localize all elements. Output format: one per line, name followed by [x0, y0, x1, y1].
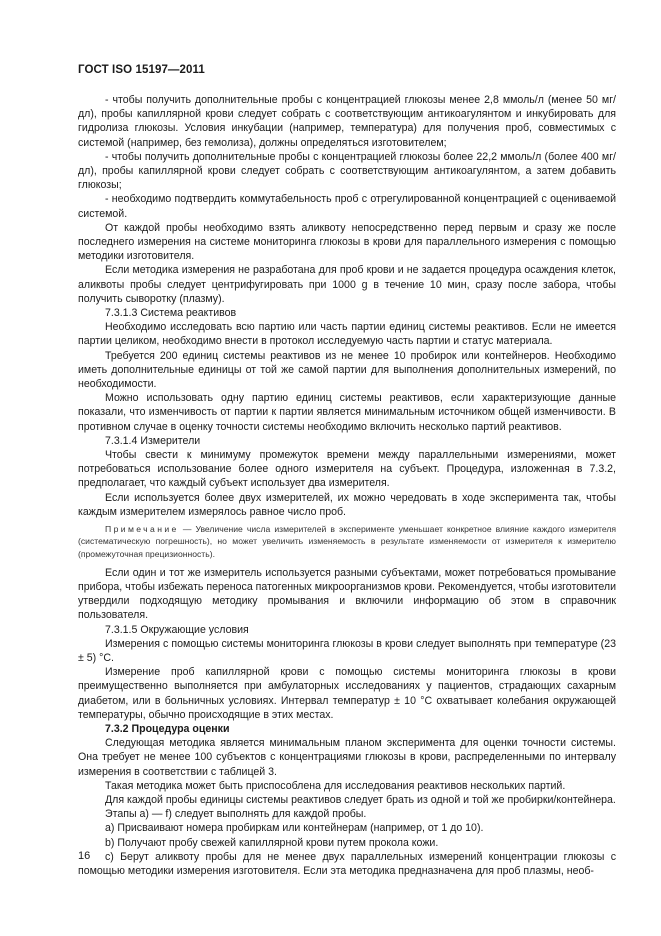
note: [78, 523, 616, 560]
paragraph: От каждой пробы необходимо взять аликвоту непосредственно перед первым и сразу же после последнего измерения на системе мониторинга глюкозы в крови для параллельного измерения с помощью методики изготовителя.: [78, 221, 616, 263]
note-text: — Увеличение числа измерителей в эксперименте уменьшает конкретное влияние каждого измерителя (систематическую погрешность), но может увеличить изменяемость в результате изменяемости от измерителя к измерителю (промежуточная прецизионность).: [78, 524, 616, 559]
paragraph: Чтобы свести к минимуму промежуток времени между параллельными измерениями, может потребоваться использование более одного измерителя на субъект. Процедура, изложенная в 7.3.2, предполагает, что каждый субъект использует два измерителя.: [78, 449, 616, 490]
paragraph: - чтобы получить дополнительные пробы с концентрацией глюкозы более 22,2 ммоль/л (более 400 мг/дл), пробы капиллярной крови следует собрать с соответствующим антикоагулянтом, а затем добавить глюкозы;: [78, 150, 616, 192]
paragraph: Следующая методика является минимальным планом эксперимента для оценки точности системы. Она требует не менее 100 субъектов с концентрациями глюкозы в крови, распределенными по интервалу измерения в соответствии с таблицей 3.: [78, 737, 616, 778]
page-number: 16: [78, 850, 91, 862]
paragraph: Этапы а) — f) следует выполнять для каждой пробы.: [105, 808, 367, 821]
paragraph: Измерение проб капиллярной крови с помощью системы мониторинга глюкозы в крови преимущественно выполняется при амбулаторных исследованиях у пациентов, страдающих сахарным диабетом, или в больничных условиях. Интервал температур ± 10 °С охватывает колебания окружающей температуры, обычно происходящие в этих местах.: [78, 666, 616, 721]
paragraph: Такая методика может быть приспособлена для исследования реактивов нескольких партий.: [105, 779, 566, 792]
paragraph: Необходимо исследовать всю партию или часть партии единиц системы реактивов. Если не имеется партии целиком, необходимо внести в протокол исследуемую часть партии и статус материала.: [78, 321, 616, 348]
paragraph: Требуется 200 единиц системы реактивов из не менее 10 пробирок или контейнеров. Необходимо иметь дополнительные единицы от той же самой партии для выполнения дополнительных измерений, по необходимости.: [78, 349, 616, 391]
list-item: с) Берут аликвоту пробы для не менее двух параллельных измерений концентрации глюкозы с помощью методики измерения изготовителя. Если эта методика предназначена для проб плазмы, необ-: [78, 850, 616, 877]
paragraph: Если используется более двух измерителей, их можно чередовать в ходе эксперимента так, чтобы каждым измерителем измерялось равное число проб.: [78, 491, 616, 518]
document-body: [78, 93, 616, 878]
paragraph: - чтобы получить дополнительные пробы с концентрацией глюкозы менее 2,8 ммоль/л (менее 50 мг/дл), пробы капиллярной крови следует собрать с соответствующим антикоагулянтом и инкубировать для гидролиза глюкозы. Условия инкубации (например, температура) для получения проб, совместимых с системой (например, без гемолиза), должны определяться изготовителем;: [78, 94, 616, 149]
paragraph: - необходимо подтвердить коммутабельность проб с отрегулированной концентрацией с оцениваемой системой.: [78, 193, 616, 220]
paragraph: Можно использовать одну партию единиц системы реактивов, если характеризующие данные показали, что изменчивость от партии к партии является минимальным источником общей изменчивости. В противном случае в оценку точности системы необходимо включить несколько партий реактивов.: [78, 392, 616, 433]
list-item: а) Присваивают номера пробиркам или контейнерам (например, от 1 до 10).: [105, 822, 484, 835]
section-heading-7-3-1-4: 7.3.1.4 Измерители: [105, 434, 201, 447]
paragraph: Для каждой пробы единицы системы реактивов следует брать из одной и той же пробирки/контейнера.: [105, 793, 616, 806]
section-heading-7-3-1-5: 7.3.1.5 Окружающие условия: [105, 623, 249, 636]
section-heading-7-3-1-3: 7.3.1.3 Система реактивов: [105, 307, 237, 320]
note-label: Примечание: [105, 524, 179, 535]
paragraph: Если один и тот же измеритель используется разными субъектами, может потребоваться промывание прибора, чтобы избежать переноса патогенных микроорганизмов крови. Рекомендуется, чтобы изготовители утвердили подходящую методику промывания и включили информацию об этом в справочник пользователя.: [78, 566, 617, 622]
document-header: ГОСТ ISO 15197—2011: [78, 64, 205, 76]
list-item: b) Получают пробу свежей капиллярной крови путем прокола кожи.: [105, 836, 439, 849]
paragraph: Измерения с помощью системы мониторинга глюкозы в крови следует выполнять при температуре (23 ± 5) °С.: [78, 637, 616, 664]
paragraph: Если методика измерения не разработана для проб крови и не задается процедура осаждения клеток, аликвоты пробы следует центрифугировать при 1000 g в течение 10 мин, сразу после забора, чтобы получить сыворотку (плазму).: [78, 264, 616, 305]
section-heading-7-3-2: 7.3.2 Процедура оценки: [105, 722, 230, 735]
